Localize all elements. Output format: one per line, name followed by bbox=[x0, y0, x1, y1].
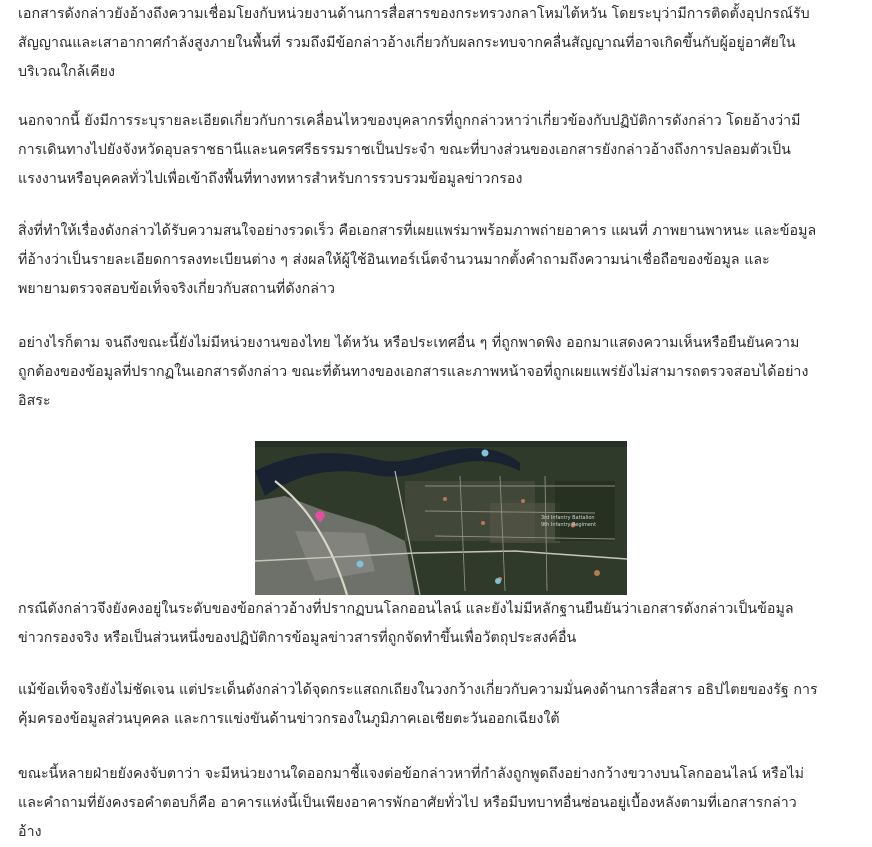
paragraph-line: เอกสารดังกล่าวยังอ้างถึงความเชื่อมโยงกับหน่วยงานด้านการสื่อสารของกระทรวงกลาโหมไต้หวัน โดยระบุว่ามีการติดตั้งอุปกรณ์รับ bbox=[18, 6, 810, 22]
paragraph-line: พยายามตรวจสอบข้อเท็จจริงเกี่ยวกับสถานที่ดังกล่าว bbox=[18, 281, 335, 297]
map-building bbox=[521, 499, 525, 503]
paragraph-line: กรณีดังกล่าวจึงยังคงอยู่ในระดับของข้อกล่าวอ้างที่ปรากฏบนโลกออนไลน์ และยังไม่มีหลักฐานยืนยันว่าเอกสารดังกล่าวเป็นข้อมูล bbox=[18, 601, 794, 617]
map-building bbox=[594, 570, 600, 576]
map-edge bbox=[255, 441, 627, 447]
map-label: 3rd Infantry Battalion bbox=[541, 515, 595, 521]
paragraph-line: สิ่งที่ทำให้เรื่องดังกล่าวได้รับความสนใจอย่างรวดเร็ว คือเอกสารที่เผยแพร่มาพร้อมภาพถ่ายอาคาร แผนที่ ภาพยานพาหนะ และข้อมูล bbox=[18, 223, 817, 239]
paragraph-5 bbox=[18, 595, 864, 653]
paragraph-line: ข่าวกรองจริง หรือเป็นส่วนหนึ่งของปฏิบัติการข้อมูลข่าวสารที่ถูกจัดทำขึ้นเพื่อวัตถุประสงค์อื่น bbox=[18, 630, 577, 646]
paragraph-line: อิสระ bbox=[18, 393, 51, 409]
map-satellite-image bbox=[255, 441, 627, 595]
paragraph-2 bbox=[18, 107, 864, 194]
paragraph-line: แรงงานหรือบุคคลทั่วไปเพื่อเข้าถึงพื้นที่ทางทหารสำหรับการรวบรวมข้อมูลข่าวกรอง bbox=[18, 171, 523, 187]
poi-marker-icon bbox=[482, 450, 489, 457]
paragraph-line: ขณะนี้หลายฝ่ายยังคงจับตาว่า จะมีหน่วยงานใดออกมาชี้แจงต่อข้อกล่าวหาที่กำลังถูกพูดถึงอย่างกว้างขวางบนโลกออนไลน์ หรือไม่ bbox=[18, 766, 804, 782]
map-forest-area bbox=[555, 481, 615, 541]
paragraph-line: บริเวณใกล้เคียง bbox=[18, 64, 115, 80]
paragraph-line: อย่างไรก็ตาม จนถึงขณะนี้ยังไม่มีหน่วยงานของไทย ไต้หวัน หรือประเทศอื่น ๆ ที่ถูกพาดพิง ออกมาแสดงความเห็นหรือยืนยันความ bbox=[18, 335, 800, 351]
paragraph-line: แม้ข้อเท็จจริงยังไม่ชัดเจน แต่ประเด็นดังกล่าวได้จุดกระแสถกเถียงในวงกว้างเกี่ยวกับความมั่นคงด้านการสื่อสาร อธิปไตยของรัฐ การ bbox=[18, 682, 818, 698]
paragraph-line: อ้าง bbox=[18, 824, 42, 840]
paragraph-line: การเดินทางไปยังจังหวัดอุบลราชธานีและนครศรีธรรมราชเป็นประจำ ขณะที่บางส่วนของเอกสารยังกล่าวอ้างถึงการปลอมตัวเป็น bbox=[18, 142, 791, 158]
poi-marker-icon bbox=[357, 561, 364, 568]
map-building bbox=[443, 497, 447, 501]
paragraph-line: คุ้มครองข้อมูลส่วนบุคคล และการแข่งขันด้านข่าวกรองในภูมิภาคเอเชียตะวันออกเฉียงใต้ bbox=[18, 711, 560, 727]
paragraph-6 bbox=[18, 676, 864, 734]
paragraph-4 bbox=[18, 329, 864, 416]
paragraph-1 bbox=[18, 0, 864, 87]
paragraph-line: ที่อ้างว่าเป็นรายละเอียดการลงทะเบียนต่าง ๆ ส่งผลให้ผู้ใช้อินเทอร์เน็ตจำนวนมากตั้งคำถามถึงความน่าเชื่อถือของข้อมูล และ bbox=[18, 252, 770, 268]
paragraph-line: ถูกต้องของข้อมูลที่ปรากฏในเอกสารดังกล่าว ขณะที่ต้นทางของเอกสารและภาพหน้าจอที่ถูกเผยแพร่ยังไม่สามารถตรวจสอบได้อย่าง bbox=[18, 364, 809, 380]
satellite-map-graphic bbox=[255, 441, 627, 595]
paragraph-7 bbox=[18, 760, 864, 847]
paragraph-line: สัญญาณและเสาอากาศกำลังสูงภายในพื้นที่ รวมถึงมีข้อกล่าวอ้างเกี่ยวกับผลกระทบจากคลื่นสัญญาณที่อาจเกิดขึ้นกับผู้อยู่อาศัยใน bbox=[18, 35, 796, 51]
paragraph-line: นอกจากนี้ ยังมีการระบุรายละเอียดเกี่ยวกับการเคลื่อนไหวของบุคลากรที่ถูกกล่าวหาว่าเกี่ยวข้องกับปฏิบัติการดังกล่าว โดยอ้างว่ามี bbox=[18, 113, 801, 129]
poi-marker-icon bbox=[495, 578, 501, 584]
map-label: 9th Infantry Regiment bbox=[541, 522, 597, 528]
paragraph-3 bbox=[18, 217, 864, 304]
map-building bbox=[481, 521, 485, 525]
paragraph-line: และคำถามที่ยังคงรอคำตอบก็คือ อาคารแห่งนี้เป็นเพียงอาคารพักอาศัยทั่วไป หรือมีบทบาทอื่นซ่อนอยู่เบื้องหลังตามที่เอกสารกล่าว bbox=[18, 795, 797, 811]
